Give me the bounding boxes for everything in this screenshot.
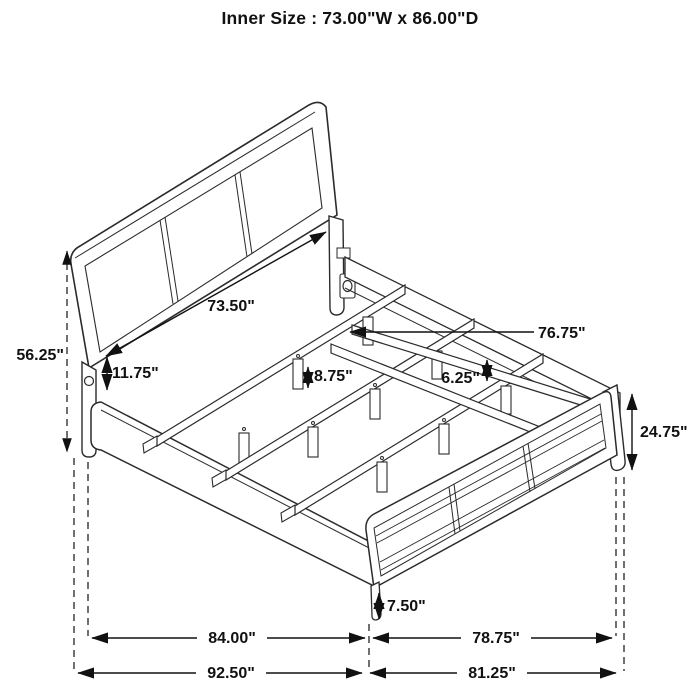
- bolt-hole: [243, 428, 246, 431]
- slat-leg: [293, 359, 303, 389]
- side-rail-left: [91, 402, 378, 588]
- side-rail-left-edge: [101, 410, 375, 551]
- rail-hook-tab: [337, 248, 350, 258]
- dim-label: 73.50": [207, 298, 255, 315]
- dim-headboard-height: [16, 251, 67, 452]
- slat-2: [212, 319, 474, 487]
- dim-footboard-inner-span: [373, 629, 612, 647]
- dim-footboard-overall-span: [370, 664, 616, 682]
- slat-1: [143, 285, 405, 463]
- dim-overall-depth: [78, 664, 362, 682]
- dim-inner-depth: [92, 629, 365, 647]
- dim-label: 6.25": [441, 370, 480, 387]
- slat-leg: [308, 427, 318, 457]
- slat-leg: [501, 386, 511, 414]
- dim-label: 56.25": [16, 347, 64, 364]
- dim-label: 11.75": [112, 365, 159, 382]
- dim-label: 92.50": [207, 665, 255, 682]
- slat-leg: [377, 462, 387, 492]
- dim-label: 78.75": [472, 630, 520, 647]
- dim-label: 84.00": [208, 630, 256, 647]
- dim-label: 76.75": [538, 325, 586, 342]
- headboard-leg-cap: [85, 377, 94, 386]
- dim-label: 8.75": [314, 368, 353, 385]
- dim-label: 24.75": [640, 424, 688, 441]
- slat-leg: [370, 389, 380, 419]
- footboard: [366, 385, 625, 620]
- dim-label: 7.50": [387, 598, 426, 615]
- dim-footboard-leg-height: [379, 593, 426, 619]
- dim-slat-leg-height: [308, 367, 353, 388]
- dim-footboard-height: [632, 394, 688, 470]
- slat-board: [226, 319, 474, 480]
- page-title: Inner Size : 73.00"W x 86.00"D: [221, 8, 479, 28]
- slat-leg: [439, 424, 449, 454]
- dim-label: 81.25": [468, 665, 516, 682]
- headboard-leg-right: [329, 216, 344, 315]
- dim-side-rail-height: [107, 357, 159, 390]
